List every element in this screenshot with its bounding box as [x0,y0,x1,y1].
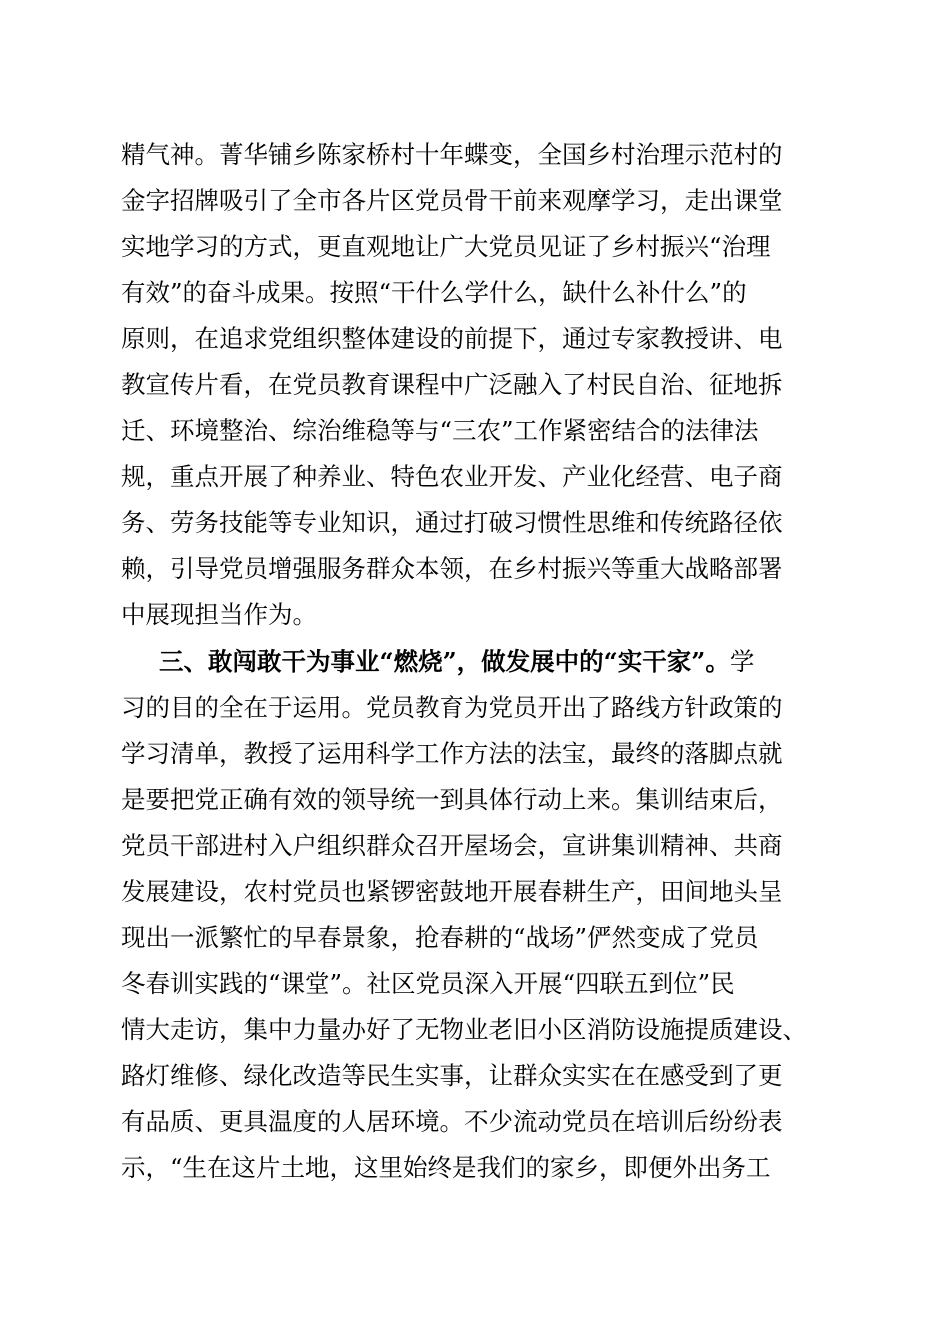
text-line: 有效”的奋斗成果。按照“干什么学什么，缺什么补什么”的 [121,278,747,307]
text-line: 教宣传片看，在党员教育课程中广泛融入了村民自治、征地拆 [121,370,783,399]
text-line: 精气神。菁华铺乡陈家桥村十年蝶变，全国乡村治理示范村的 [121,140,783,169]
text-line: 金字招牌吸引了全市各片区党员骨干前来观摩学习，走出课堂 [121,186,783,215]
text-line: 习的目的全在于运用。党员教育为党员开出了路线方针政策的 [121,693,783,722]
text-line: 学习清单，教授了运用科学工作方法的法宝，最终的落脚点就 [121,739,783,768]
text-run: 学 [729,647,755,676]
text-line: 迁、环境整治、综治维稳等与“三农”工作紧密结合的法律法 [121,416,759,445]
text-line: 发展建设，农村党员也紧锣密鼓地开展春耕生产，田间地头呈 [121,877,783,906]
text-line: 中展现担当作为。 [121,600,317,629]
text-line: 务、劳务技能等专业知识，通过打破习惯性思维和传统路径依 [121,508,783,537]
section-heading: 三、敢闯敢干为事业“燃烧”，做发展中的“实干家”。 [159,647,730,676]
text-line: 冬春训实践的“课堂”。社区党员深入开展“四联五到位”民 [121,969,735,998]
text-line: 实地学习的方式，更直观地让广大党员见证了乡村振兴“治理 [121,232,771,261]
text-line: 赖，引导党员增强服务群众本领，在乡村振兴等重大战略部署 [121,554,783,583]
text-line: 规，重点开展了种养业、特色农业开发、产业化经营、电子商 [121,462,783,491]
text-line: 有品质、更具温度的人居环境。不少流动党员在培训后纷纷表 [121,1107,783,1136]
text-line: 党员干部进村入户组织群众召开屋场会，宣讲集训精神、共商 [121,831,783,860]
text-line: 情大走访，集中力量办好了无物业老旧小区消防设施提质建设、 [121,1015,807,1044]
section-heading-line [159,640,754,684]
text-line: 原则，在追求党组织整体建设的前提下，通过专家教授讲、电 [121,324,783,353]
text-line: 路灯维修、绿化改造等民生实事，让群众实实在在感受到了更 [121,1061,783,1090]
text-line: 现出一派繁忙的早春景象，抢春耕的“战场”俨然变成了党员 [121,923,759,952]
text-line: 示，“生在这片土地，这里始终是我们的家乡，即便外出务工 [121,1153,771,1182]
text-line: 是要把党正确有效的领导统一到具体行动上来。集训结束后， [121,785,783,814]
